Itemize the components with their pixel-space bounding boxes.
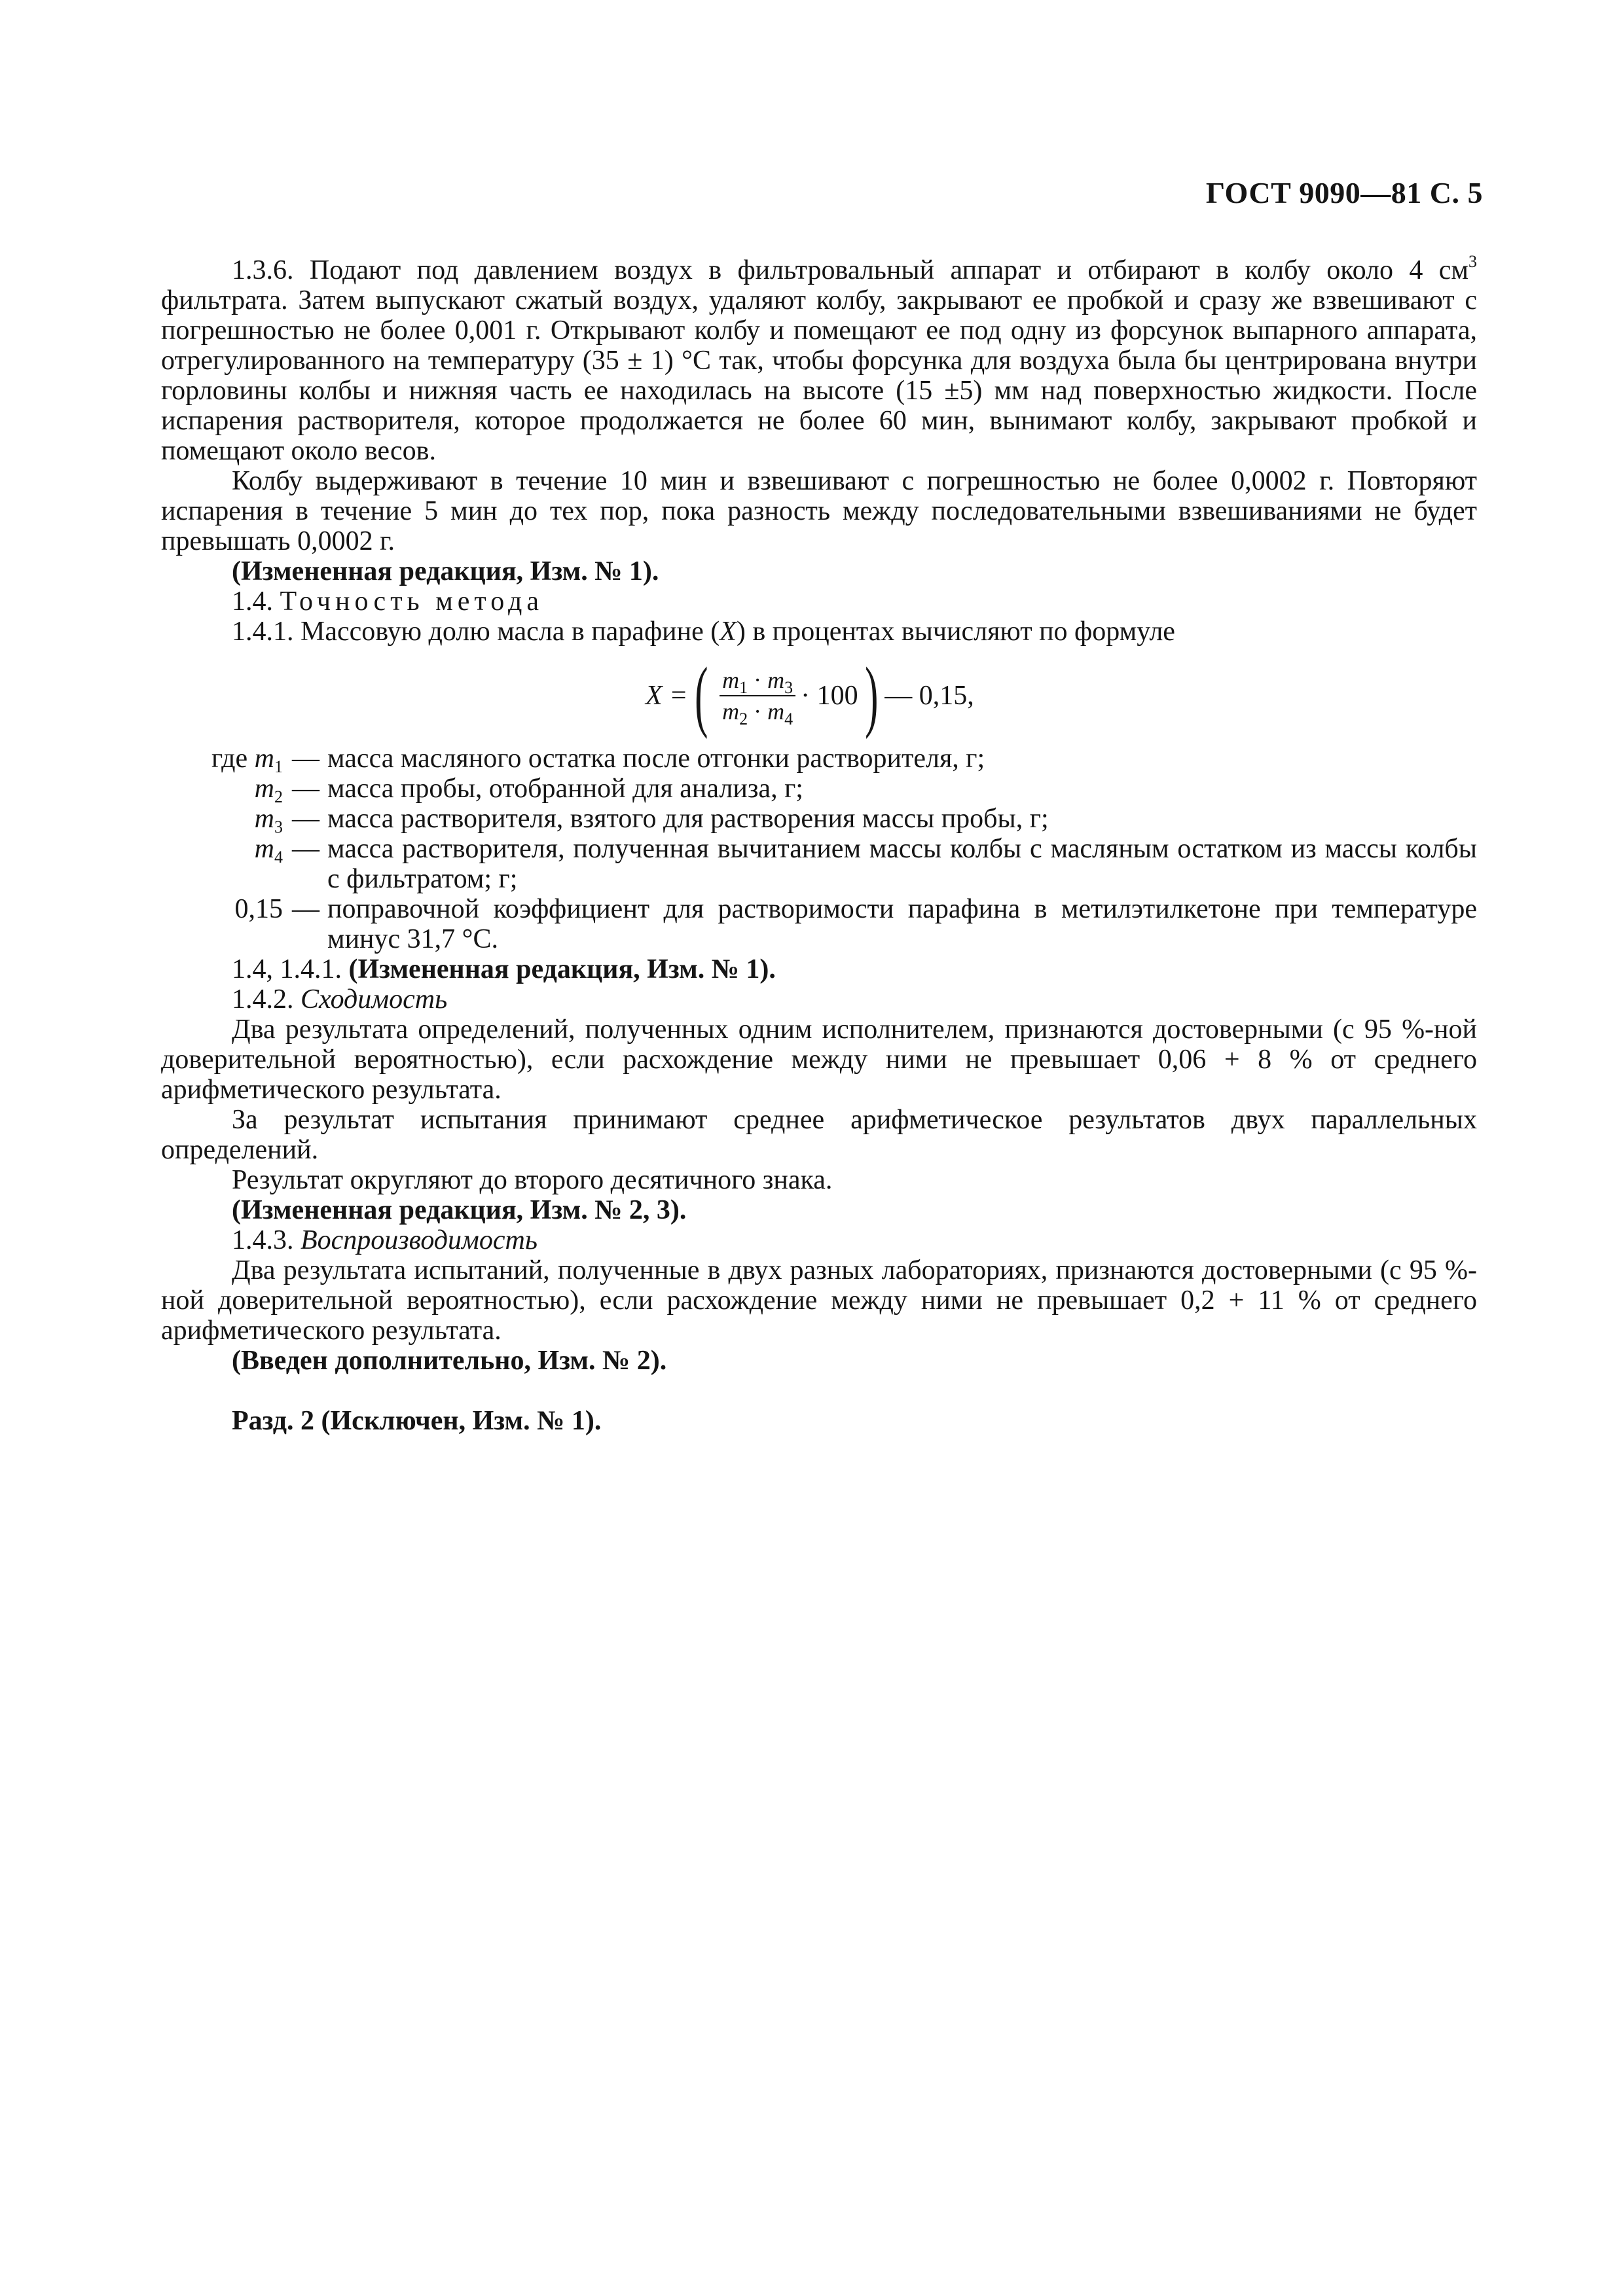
sub-index: 4 xyxy=(784,709,793,728)
definition-symbol xyxy=(161,744,292,774)
superscript: 3 xyxy=(1468,252,1477,271)
amendment-note-1: (Измененная редакция, Изм. № 1). xyxy=(232,556,659,586)
paragraph-text-cont: фильтрата. Затем выпускают сжатый воздух, удаляют колбу, закрывают ее пробкой и сразу же взвешивают с погрешностью не более 0,001 г. Открывают колбу и помещают ее под одну из форсунок выпарного аппарата, отрегулированного на температуру (35 ± 1) °С так, чтобы форсунка для воздуха была бы центрирована внутри горловины колбы и нижняя часть ее находилась на высоте (15 ±5) мм над поверхностью жидкости. После испарения растворителя, которое продолжается не более 60 мин, вынимают колбу, закрывают пробкой и помещают около весов. xyxy=(161,285,1477,466)
sub-index: 1 xyxy=(274,757,283,776)
sub-index: 3 xyxy=(784,678,793,697)
definition-symbol xyxy=(161,834,292,894)
paragraph-text: 1.3.6. Подают под давлением воздух в фильтровальный аппарат и отбирают в колбу около 4 см xyxy=(232,255,1468,285)
variable-definitions xyxy=(161,744,1477,954)
section-2-excluded: Разд. 2 (Исключен, Изм. № 1). xyxy=(232,1406,602,1436)
paragraph-1-4-2-c: Результат округляют до второго десятичного знака. xyxy=(232,1165,833,1195)
definition-row xyxy=(161,894,1477,954)
section-number: 1.4.3. xyxy=(232,1225,301,1255)
section-1-4-heading xyxy=(161,586,1477,617)
var-m: m xyxy=(767,698,785,725)
amendment-note-2-3: (Измененная редакция, Изм. № 2, 3). xyxy=(232,1195,687,1225)
variable-x: X xyxy=(720,617,737,647)
document-body xyxy=(161,252,1477,1436)
definition-row xyxy=(161,774,1477,804)
formula xyxy=(646,651,974,740)
section-title: Точность метода xyxy=(280,586,544,617)
symbol: m xyxy=(254,744,274,774)
prefix: где xyxy=(211,744,255,774)
paragraph-text-end: ) в процентах вычисляют по формуле xyxy=(736,617,1175,647)
sub-index: 4 xyxy=(274,848,283,867)
sub-index: 2 xyxy=(739,709,748,728)
sub-index: 2 xyxy=(274,787,283,806)
paragraph-kolbu: Колбу выдерживают в течение 10 мин и взвешивают с погрешностью не более 0,0002 г. Повторяют испарения в течение 5 мин до тех пор, пока разность между последовательными взвешиваниями не будет превышать 0,0002 г. xyxy=(161,466,1477,556)
definition-dash: — xyxy=(292,774,319,804)
sub-index: 3 xyxy=(274,817,283,836)
definition-text: масса растворителя, полученная вычитанием массы колбы с масляным остатком из массы колбы с фильтратом; г; xyxy=(327,834,1477,894)
symbol: 0,15 xyxy=(234,894,283,924)
formula-lhs: X = xyxy=(646,681,688,711)
paragraph-text: 1.4.1. Массовую долю масла в парафине ( xyxy=(232,617,720,647)
spacer xyxy=(161,1376,1477,1406)
fraction-numerator xyxy=(720,666,795,696)
definition-text: поправочной коэффициент для растворимости парафина в метилэтилкетоне при температуре минус 31,7 °С. xyxy=(327,894,1477,954)
formula-rhs: — 0,15, xyxy=(884,681,974,711)
right-paren: ) xyxy=(864,651,879,740)
formula-fraction xyxy=(720,666,795,728)
definition-symbol xyxy=(161,804,292,834)
symbol: m xyxy=(254,804,274,834)
definition-text: масса растворителя, взятого для растворения массы пробы, г; xyxy=(327,804,1049,834)
definition-text: масса масляного остатка после отгонки растворителя, г; xyxy=(327,744,985,774)
amendment-text: (Измененная редакция, Изм. № 1). xyxy=(348,954,776,984)
formula-multiplier: · 100 xyxy=(801,681,858,711)
dot-operator: · xyxy=(748,667,768,693)
left-paren: ( xyxy=(694,651,708,740)
formula-block xyxy=(161,651,1477,740)
section-title: Сходимость xyxy=(301,984,448,1014)
definition-row xyxy=(161,834,1477,894)
symbol: m xyxy=(254,774,274,804)
definition-symbol xyxy=(161,774,292,804)
amendment-note-1-4 xyxy=(161,954,1477,984)
definition-dash: — xyxy=(292,834,319,864)
var-m: m xyxy=(767,667,785,693)
var-m: m xyxy=(722,667,740,693)
paragraph-1-4-3: Два результата испытаний, полученные в двух разных лабораториях, признаются достоверными (с 95 %-ной доверительной вероятностью), если расхождение между ними не превышает 0,2 + 11 % от среднего арифметического результата. xyxy=(161,1255,1477,1346)
definition-dash: — xyxy=(292,894,319,924)
paragraph-1-4-1 xyxy=(161,617,1477,647)
definition-dash: — xyxy=(292,804,319,834)
fraction-denominator xyxy=(720,696,795,728)
definition-row xyxy=(161,804,1477,834)
section-1-4-3-heading xyxy=(161,1225,1477,1255)
paragraph-1-4-2-a: Два результата определений, полученных одним исполнителем, признаются достоверными (с 95 %-ной доверительной вероятностью), если расхождение между ними не превышает 0,06 + 8 % от среднего арифметического результата. xyxy=(161,1014,1477,1105)
definition-symbol xyxy=(161,894,292,954)
var-m: m xyxy=(722,698,740,725)
definition-text: масса пробы, отобранной для анализа, г; xyxy=(327,774,803,804)
section-number: 1.4, 1.4.1. xyxy=(232,954,349,984)
section-1-4-2-heading xyxy=(161,984,1477,1014)
sub-index: 1 xyxy=(739,678,748,697)
definition-dash: — xyxy=(292,744,319,774)
symbol: m xyxy=(254,834,274,864)
dot-operator: · xyxy=(748,698,768,725)
definition-row xyxy=(161,744,1477,774)
paragraph-1-3-6 xyxy=(161,252,1477,466)
paragraph-1-4-2-b: За результат испытания принимают среднее арифметическое результатов двух параллельных определений. xyxy=(161,1105,1477,1165)
page-header: ГОСТ 9090—81 С. 5 xyxy=(1205,176,1483,209)
section-number: 1.4. xyxy=(232,586,280,617)
amendment-note-2: (Введен дополнительно, Изм. № 2). xyxy=(232,1346,667,1376)
section-number: 1.4.2. xyxy=(232,984,301,1014)
section-title: Воспроизводимость xyxy=(301,1225,538,1255)
